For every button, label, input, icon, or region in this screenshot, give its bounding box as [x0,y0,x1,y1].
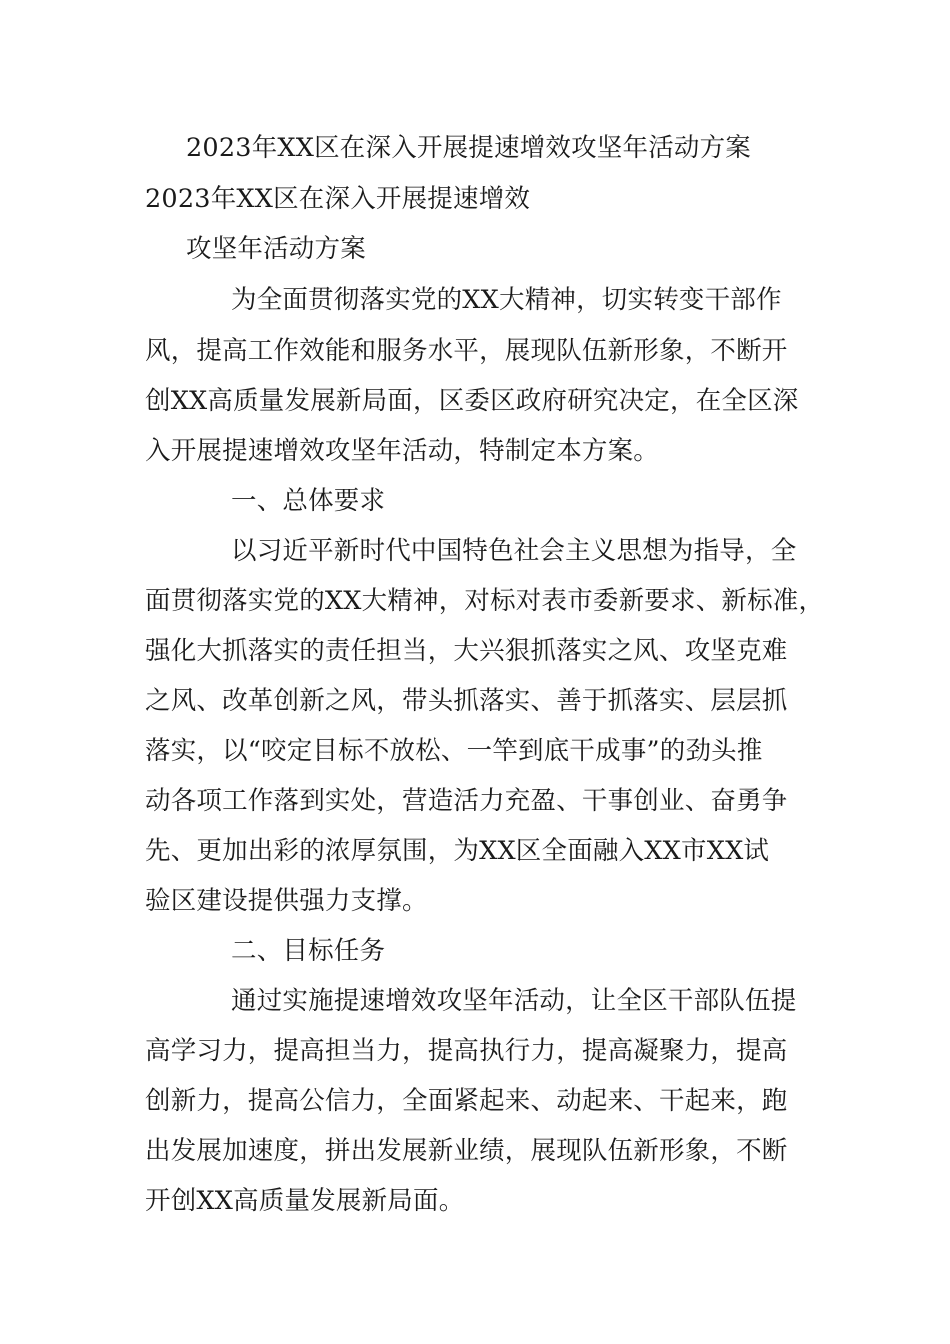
section2-line: 开创XX高质量发展新局面。 [145,1186,465,1216]
section1-line: 以习近平新时代中国特色社会主义思想为指导，全 [231,536,797,566]
section1-line: 验区建设提供强力支撑。 [145,886,428,916]
section1-line: 强化大抓落实的责任担当，大兴狠抓落实之风、攻坚克难 [145,636,788,666]
section2-line: 通过实施提速增效攻坚年活动，让全区干部队伍提 [231,986,797,1016]
intro-line: 入开展提速增效攻坚年活动，特制定本方案。 [145,436,660,466]
document-subtitle-part2: 攻坚年活动方案 [186,234,366,264]
section1-heading: 一、总体要求 [231,486,386,516]
intro-line: 创XX高质量发展新局面，区委区政府研究决定，在全区深 [145,386,799,416]
section1-line: 先、更加出彩的浓厚氛围，为XX区全面融入XX市XX试 [145,836,770,866]
document-title: 2023年XX区在深入开展提速增效攻坚年活动方案 [186,133,752,163]
section1-line: 之风、改革创新之风，带头抓落实、善于抓落实、层层抓 [145,686,788,716]
section2-line: 高学习力，提高担当力，提高执行力，提高凝聚力，提高 [145,1036,788,1066]
section1-line: 落实，以“咬定目标不放松、一竿到底干成事”的劲头推 [145,736,763,766]
section1-line: 动各项工作落到实处，营造活力充盈、干事创业、奋勇争 [145,786,788,816]
intro-line: 风，提高工作效能和服务水平，展现队伍新形象，不断开 [145,336,788,366]
section1-line: 面贯彻落实党的XX大精神，对标对表市委新要求、新标准， [145,586,825,616]
section2-heading: 二、目标任务 [231,936,386,966]
intro-line: 为全面贯彻落实党的XX大精神，切实转变干部作 [231,285,782,315]
section2-line: 创新力，提高公信力，全面紧起来、动起来、干起来，跑 [145,1086,788,1116]
document-subtitle-part1: 2023年XX区在深入开展提速增效 [145,184,531,214]
section2-line: 出发展加速度，拼出发展新业绩，展现队伍新形象，不断 [145,1136,788,1166]
